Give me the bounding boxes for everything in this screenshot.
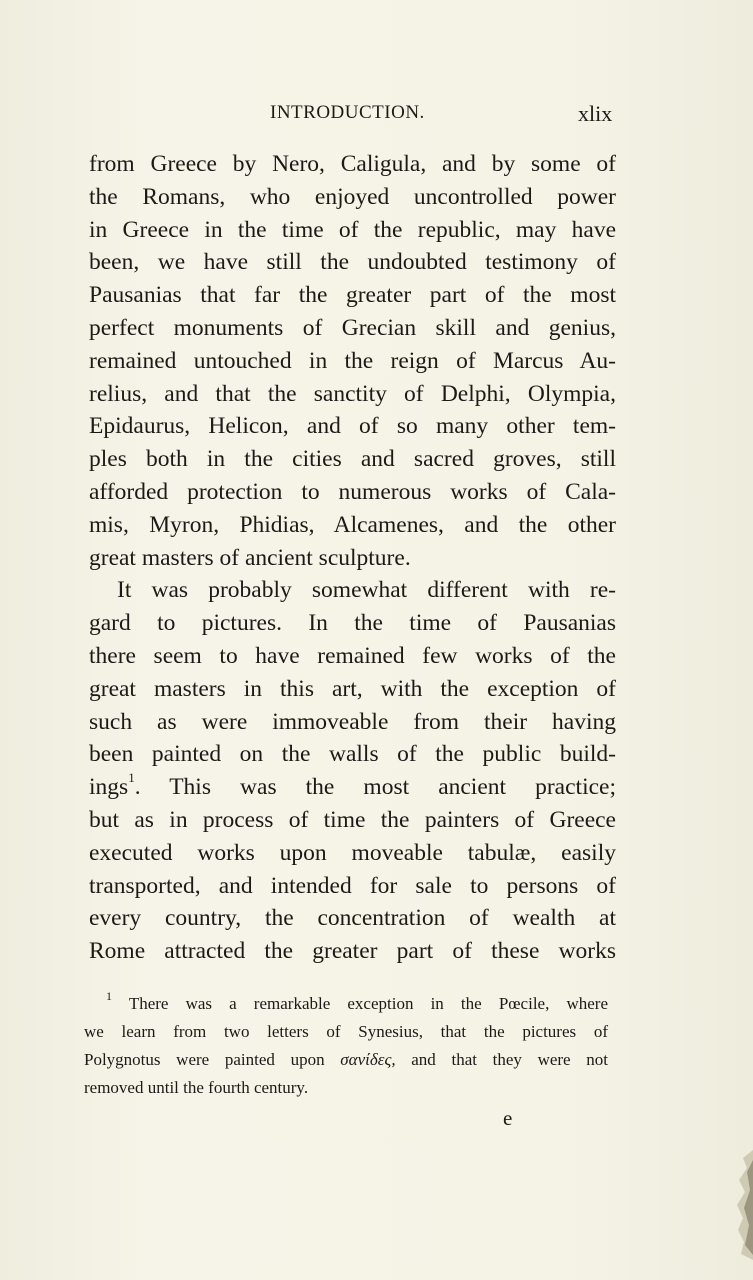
- text-line: from Greece by Nero, Caligula, and by some of: [89, 151, 616, 177]
- footnote-mark: 1: [106, 989, 112, 1003]
- footnote-line: [84, 990, 608, 1018]
- line-end: . This was the most ancient practice;: [134, 774, 616, 801]
- footnote-text: Polygnotus were painted upon: [84, 1050, 325, 1069]
- line-start: ings: [89, 774, 129, 801]
- footnote-line: we learn from two letters of Synesius, that the pictures of: [84, 1022, 608, 1041]
- greek-word: σανίδες,: [340, 1050, 396, 1069]
- text-line: there seem to have remained few works of the: [89, 642, 616, 669]
- footnote-reference: 1: [128, 770, 135, 786]
- text-line: great masters of ancient sculpture.: [89, 544, 411, 571]
- footnote-line: [84, 1046, 608, 1074]
- text-line: every country, the concentration of wealth at: [89, 905, 616, 932]
- text-line: executed works upon moveable tabulæ, easily: [89, 839, 616, 866]
- page-number: xlix: [578, 101, 613, 126]
- text-line-with-note: [89, 771, 616, 804]
- footnote-text: There was a remarkable exception in the Pœcile, where: [128, 994, 608, 1013]
- text-line: in Greece in the time of the republic, may have: [89, 216, 616, 243]
- text-line: great masters in this art, with the exception of: [89, 675, 616, 702]
- running-title: INTRODUCTION.: [270, 102, 425, 123]
- body-text: [89, 148, 616, 968]
- running-head: [0, 102, 753, 132]
- footnote-text: and that they were not: [411, 1050, 608, 1069]
- text-line: been, we have still the undoubted testimony of: [89, 249, 616, 276]
- text-line: such as were immoveable from their having: [89, 708, 616, 735]
- worn-edge-decoration: [729, 1150, 753, 1260]
- text-line: ples both in the cities and sacred groves, still: [89, 446, 616, 473]
- text-line: remained untouched in the reign of Marcus Au-: [89, 347, 616, 374]
- text-line: afforded protection to numerous works of Cala-: [89, 478, 616, 505]
- signature-mark: e: [503, 1106, 513, 1130]
- text-line: gard to pictures. In the time of Pausanias: [89, 610, 616, 637]
- text-line: Pausanias that far the greater part of the most: [89, 282, 616, 309]
- text-line: relius, and that the sanctity of Delphi, Olympia,: [89, 380, 616, 407]
- footnote: [84, 990, 608, 1102]
- footnote-line: removed until the fourth century.: [84, 1078, 309, 1097]
- text-line: Rome attracted the greater part of these works: [89, 938, 616, 965]
- text-line: Epidaurus, Helicon, and of so many other tem-: [89, 413, 616, 440]
- text-line: transported, and intended for sale to persons of: [89, 872, 616, 899]
- text-line: It was probably somewhat different with re-: [117, 577, 616, 604]
- text-line: mis, Myron, Phidias, Alcamenes, and the other: [89, 511, 616, 538]
- text-line: the Romans, who enjoyed uncontrolled power: [89, 183, 616, 210]
- text-line: but as in process of time the painters of Greece: [89, 806, 616, 833]
- text-line: perfect monuments of Grecian skill and genius,: [89, 314, 616, 341]
- text-line: been painted on the walls of the public build-: [89, 741, 616, 768]
